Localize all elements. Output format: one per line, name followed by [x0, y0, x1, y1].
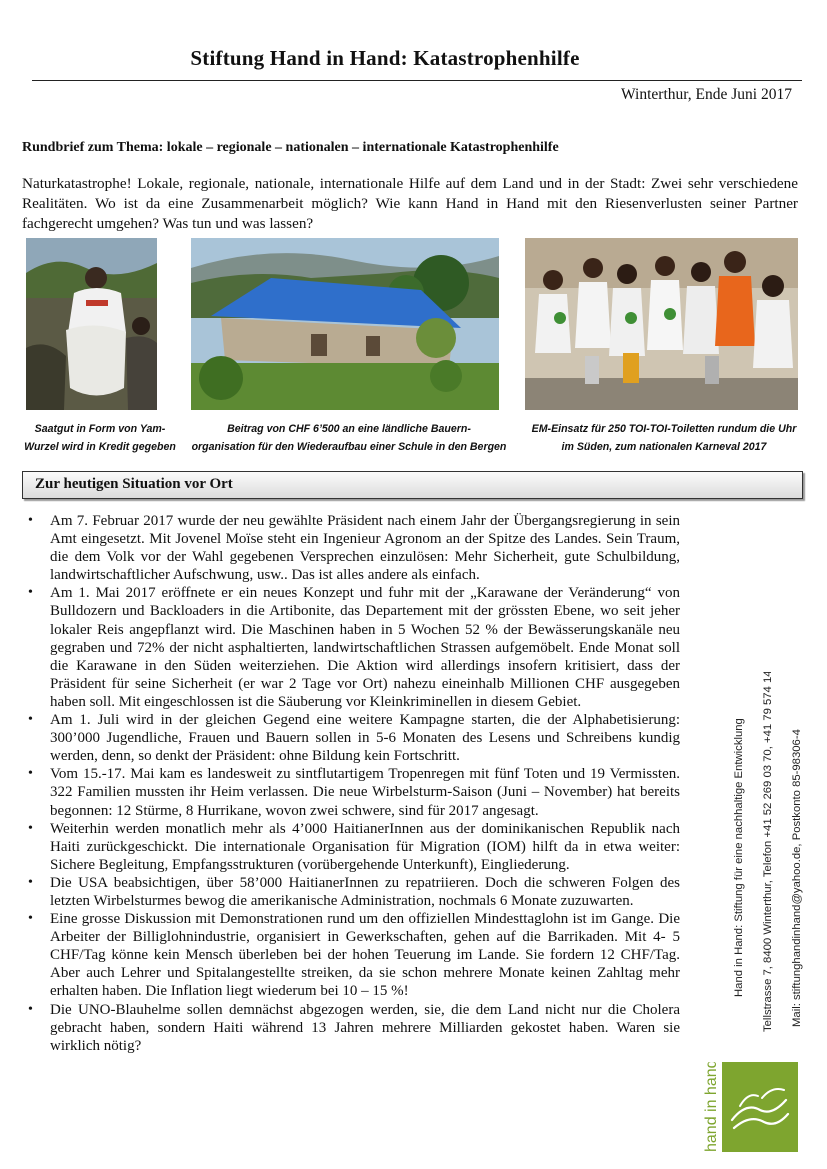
- sidebar-mail-line: Mail: stiftunghandinhand@yahoo.de, Postkonto 85-98306-4: [791, 729, 803, 1027]
- photo-rural-school: [191, 238, 499, 410]
- intro-paragraph: Naturkatastrophe! Lokale, regionale, nationale, internationale Hilfe auf dem Land und in der Stadt: Zwei sehr verschiedene Realitäten. Wo ist da eine Zusammenarbeit möglich? Wie kann Hand in Hand mit den Riesenverlusten seiner Partner fachgerecht umgehen? Was tun und was lassen?: [22, 175, 798, 232]
- contact-sidebar: [712, 672, 822, 1032]
- hand-in-hand-logo: [700, 1062, 798, 1152]
- sidebar-address-line: Tellstrasse 7, 8400 Winterthur, Telefon +41 52 269 03 70, +41 79 574 14 76: [762, 672, 774, 1032]
- photo-caption-line: Wurzel wird in Kredit gegeben: [24, 441, 176, 453]
- section-heading-bar: [22, 471, 803, 499]
- list-item: • Vom 15.-17. Mai kam es landesweit zu sintflutartigem Tropenregen mit fünf Toten und 19 Vermissten. 322 Familien mussten ihr Heim verlassen. Die neue Wirbelsturm-Saison (Juni – November) hat bereits begonnen: 12 Stürme, 8 Hurrikane, wovon zwei schwere, sind für 2017 angesagt.: [22, 765, 680, 819]
- photo-caption-line: EM-Einsatz für 250 TOI-TOI-Toiletten rundum die Uhr: [531, 423, 797, 435]
- list-item: • Die USA beabsichtigen, über 58’000 HaitianerInnen zu repatriieren. Doch die schweren Folgen des letzten Wirbelsturmes bewog die amerikanische Administration, nochmals 6 Monate zuzuwarten.: [22, 874, 680, 910]
- sidebar-foundation-line: Hand in Hand: Stiftung für eine nachhaltige Entwicklung: [733, 718, 745, 997]
- photo-caption-line: im Süden, zum nationalen Karneval 2017: [561, 441, 767, 453]
- logo-text: hand in hand: [703, 1062, 720, 1152]
- photo-em-volunteers: [525, 238, 798, 410]
- photo-caption-line: Beitrag von CHF 6’500 an eine ländliche Bauern-: [227, 423, 471, 435]
- situation-bullet-list: [22, 512, 680, 1055]
- newsletter-subject: Rundbrief zum Thema: lokale – regionale – nationalen – internationale Katastrophenhilfe: [22, 140, 559, 155]
- photo-caption-line: organisation für den Wiederaufbau einer Schule in den Bergen: [191, 441, 507, 453]
- document-title: Stiftung Hand in Hand: Katastrophenhilfe: [190, 46, 580, 70]
- list-item: • Eine grosse Diskussion mit Demonstrationen rund um den offiziellen Mindesttaglohn ist im Gange. Die Arbeiter der Billiglohnindustrie, organisiert in Gewerkschaften, gehen auf die Barrikaden. Mit 4- 5 CHF/Tag könne kein Mensch überleben bei der hohen Teuerung im Lande. Sie fordern 12 CHF/Tag. Aber auch Lehrer und Spitalangestellte streiken, da sie schon mehrere Monate keinen Zahltag mehr erhalten haben. Die Inflation liegt wiederum bei 10 – 15 %!: [22, 910, 680, 1000]
- photo-yam-seeds: [26, 238, 157, 410]
- title-divider: [32, 80, 802, 81]
- photo-caption-em: [514, 420, 814, 456]
- list-item: • Am 1. Mai 2017 eröffnete er ein neues Konzept und fuhr mit der „Karawane der Veränderung“ von Bulldozern und Backloaders in die Artibonite, das Departement mit der grössten Ebene, wo seit jeher lokaler Reis angepflanzt wird. Die Maschinen haben in 5 Wochen 52 % der Bewässerungskanäle neu gegraben und 72% der nicht asphaltierten, landwirtschaftlichen Strassen aufgemöbelt. Ende Monat soll die Karawane in den Süden weiterziehen. Die Aktion wird allerdings insofern kritisiert, dass der Präsident für seine Sicherheit (er war 2 Tage vor Ort) nahezu eineinhalb Millionen CHF ausgegeben haben soll. Mit eingeschlossen ist die Säuberung vor Kleinkriminellen in diesem Gebiet.: [22, 584, 680, 711]
- dateline: Winterthur, Ende Juni 2017: [621, 86, 792, 103]
- list-item: • Die UNO-Blauhelme sollen demnächst abgezogen werden, sie, die dem Land nicht nur die Cholera gebracht haben, sondern Haiti während 13 Jahren mehrere Milliarden gekostet haben. Waren sie wirklich nötig?: [22, 1001, 680, 1055]
- photo-caption-line: Saatgut in Form von Yam-: [34, 423, 166, 435]
- photo-caption-school: [186, 420, 512, 456]
- list-item: • Am 7. Februar 2017 wurde der neu gewählte Präsident nach einem Jahr der Übergangsregierung in sein Amt eingesetzt. Mit Jovenel Moïse steht ein Ingenieur Agronom an der Spitze des Landes. Sein Traum, die dem Volk vor der Wahl gegebenen Versprechen einzulösen: Mehr Sicherheit, gute Schulbildung, landwirtschaftlicher Aufschwung, usw.. Das ist alles andere als einfach.: [22, 512, 680, 584]
- section-heading: Zur heutigen Situation vor Ort: [35, 476, 233, 492]
- list-item: • Weiterhin werden monatlich mehr als 4’000 HaitianerInnen aus der dominikanischen Republik nach Haiti zurückgeschickt. Die internationale Organisation für Migration (IOM) hilft da in etwa weiter: Sichere Begleitung, Empfangsstrukturen (vorübergehende Unterkunft), Eingliederung.: [22, 820, 680, 874]
- list-item: • Am 1. Juli wird in der gleichen Gegend eine weitere Kampagne starten, die der Alphabetisierung: 300’000 Jugendliche, Frauen und Bauern sollen in 5-6 Monaten des Lesens und Schreibens kundig werden, denn, so denkt der Präsident: ohne Bildung kein Fortschritt.: [22, 711, 680, 765]
- photo-caption-yam: [16, 420, 184, 456]
